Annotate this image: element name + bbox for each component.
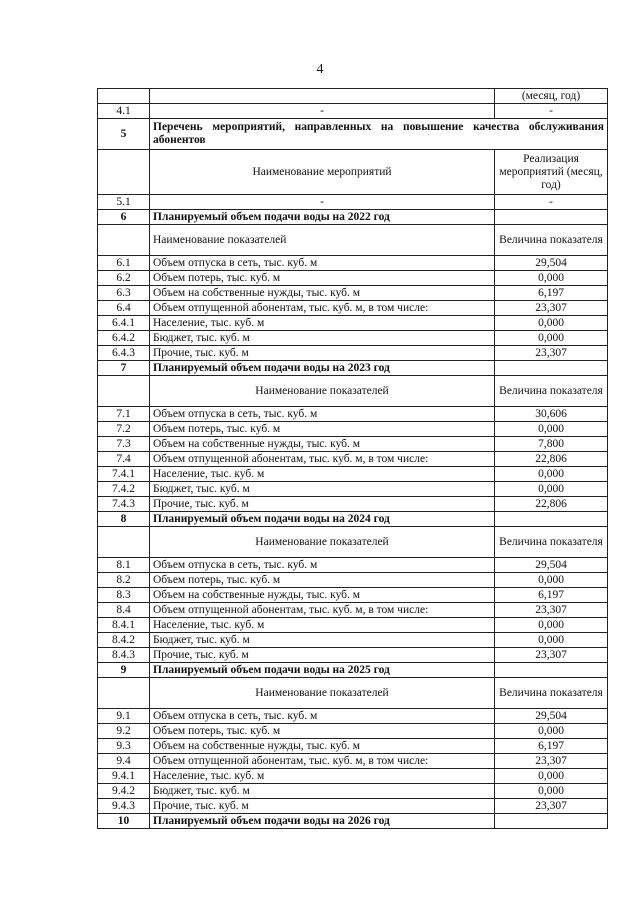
row-number: 7 [98,361,150,376]
row-number [98,678,150,709]
row-number: 7.3 [98,437,150,452]
indicator-name: Прочие, тыс. куб. м [150,497,495,512]
indicator-name: Наименование показателей [150,527,495,558]
row-number: 7.4 [98,452,150,467]
indicator-value: 23,307 [495,346,608,361]
row-number: 4.1 [98,104,150,119]
row-number: 8.4.1 [98,618,150,633]
row-number: 5 [98,119,150,150]
table-row [98,724,608,739]
section-header-row [98,361,608,376]
table-row [98,527,608,558]
row-number [98,527,150,558]
row-number: 7.4.2 [98,482,150,497]
indicator-name: Объем отпущенной абонентам, тыс. куб. м, в том числе: [150,754,495,769]
section-title: Планируемый объем подачи воды на 2024 год [150,512,495,527]
indicator-value: 23,307 [495,754,608,769]
row-number [98,89,150,104]
indicator-value: 6,197 [495,588,608,603]
table-row [98,195,608,210]
table-row [98,422,608,437]
indicator-value: 0,000 [495,769,608,784]
table-row [98,754,608,769]
indicator-value: 0,000 [495,316,608,331]
indicator-name: Объем потерь, тыс. куб. м [150,422,495,437]
table-row [98,739,608,754]
indicator-value: Величина показателя [495,225,608,256]
indicator-value: 22,806 [495,497,608,512]
indicator-name: Прочие, тыс. куб. м [150,799,495,814]
indicator-name: Объем потерь, тыс. куб. м [150,573,495,588]
section-title: Планируемый объем подачи воды на 2025 год [150,663,495,678]
section-title: Планируемый объем подачи воды на 2026 год [150,814,495,829]
table-row [98,603,608,618]
table-row [98,346,608,361]
table-row [98,331,608,346]
indicator-value: - [495,104,608,119]
indicator-value: 0,000 [495,467,608,482]
row-number: 9.4.2 [98,784,150,799]
indicator-name: Объем отпуска в сеть, тыс. куб. м [150,709,495,724]
table-row [98,633,608,648]
row-number [98,225,150,256]
row-number: 6.4 [98,301,150,316]
table-row [98,709,608,724]
empty-cell [495,361,608,376]
row-number: 6.2 [98,271,150,286]
row-number: 8.4.3 [98,648,150,663]
section-header-row [98,814,608,829]
row-number: 9 [98,663,150,678]
indicator-name: Объем отпущенной абонентам, тыс. куб. м, в том числе: [150,452,495,467]
row-number: 6.1 [98,256,150,271]
empty-cell [495,663,608,678]
table-row [98,407,608,422]
table-row [98,618,608,633]
row-number: 6.4.2 [98,331,150,346]
indicator-name: Объем отпуска в сеть, тыс. куб. м [150,558,495,573]
row-number: 9.4 [98,754,150,769]
page-number: 4 [316,62,324,77]
table-row [98,799,608,814]
table-row [98,497,608,512]
table-row [98,784,608,799]
indicator-name: - [150,195,495,210]
indicator-name: Население, тыс. куб. м [150,467,495,482]
indicator-name: Объем потерь, тыс. куб. м [150,271,495,286]
indicator-value: Величина показателя [495,376,608,407]
table-row [98,769,608,784]
row-number: 7.4.1 [98,467,150,482]
indicator-value: 0,000 [495,422,608,437]
row-number: 8.3 [98,588,150,603]
row-number: 7.4.3 [98,497,150,512]
empty-cell [495,210,608,225]
indicator-value: 29,504 [495,709,608,724]
section-header-row [98,512,608,527]
row-number [98,150,150,195]
indicator-value: 23,307 [495,799,608,814]
table-row [98,104,608,119]
indicator-name: Объем на собственные нужды, тыс. куб. м [150,588,495,603]
row-number: 8.4.2 [98,633,150,648]
table-row [98,573,608,588]
table-row [98,301,608,316]
indicator-value: 0,000 [495,573,608,588]
indicator-name: Бюджет, тыс. куб. м [150,331,495,346]
indicator-name: Объем на собственные нужды, тыс. куб. м [150,286,495,301]
indicator-value: 23,307 [495,603,608,618]
section-header-row [98,119,608,150]
indicator-value: Величина показателя [495,678,608,709]
indicator-value: 0,000 [495,331,608,346]
indicator-value: 23,307 [495,648,608,663]
row-number: 9.1 [98,709,150,724]
indicator-name: Население, тыс. куб. м [150,618,495,633]
indicator-value: 0,000 [495,784,608,799]
row-number: 5.1 [98,195,150,210]
row-number: 8.2 [98,573,150,588]
indicator-value: Величина показателя [495,527,608,558]
indicator-name [150,89,495,104]
row-number: 6.3 [98,286,150,301]
indicator-name: Наименование мероприятий [150,150,495,195]
table-row [98,376,608,407]
row-number [98,376,150,407]
table-row [98,648,608,663]
row-number: 6.4.1 [98,316,150,331]
indicator-name: Объем потерь, тыс. куб. м [150,724,495,739]
indicator-value: - [495,195,608,210]
section-header-row [98,663,608,678]
indicator-value: 0,000 [495,724,608,739]
row-number: 8.4 [98,603,150,618]
table-row [98,150,608,195]
section-title: Перечень мероприятий, направленных на повышение качества обслуживания абонентов [150,119,608,150]
row-number: 9.4.3 [98,799,150,814]
row-number: 9.2 [98,724,150,739]
indicator-name: Бюджет, тыс. куб. м [150,482,495,497]
table-row [98,588,608,603]
row-number: 6.4.3 [98,346,150,361]
section-title: Планируемый объем подачи воды на 2022 год [150,210,495,225]
indicator-value: 22,806 [495,452,608,467]
indicator-value: 29,504 [495,558,608,573]
indicator-value: 0,000 [495,633,608,648]
table-row [98,558,608,573]
indicator-value: 6,197 [495,739,608,754]
indicator-name: Бюджет, тыс. куб. м [150,784,495,799]
indicator-value: Реализация мероприятий (месяц, год) [495,150,608,195]
table-row [98,286,608,301]
table-row [98,271,608,286]
table-row [98,316,608,331]
section-header-row [98,210,608,225]
table-row [98,678,608,709]
indicator-value: 7,800 [495,437,608,452]
table-row [98,467,608,482]
indicator-name: Бюджет, тыс. куб. м [150,633,495,648]
table-row [98,452,608,467]
water-supply-table [97,88,608,829]
row-number: 9.3 [98,739,150,754]
indicator-value: (месяц, год) [495,89,608,104]
indicator-name: Наименование показателей [150,678,495,709]
indicator-value: 30,606 [495,407,608,422]
table-row [98,225,608,256]
row-number: 10 [98,814,150,829]
table-row [98,89,608,104]
indicator-value: 0,000 [495,482,608,497]
table-row [98,437,608,452]
indicator-value: 0,000 [495,618,608,633]
empty-cell [495,814,608,829]
indicator-name: Население, тыс. куб. м [150,769,495,784]
row-number: 9.4.1 [98,769,150,784]
table-row [98,482,608,497]
indicator-value: 23,307 [495,301,608,316]
indicator-value: 29,504 [495,256,608,271]
row-number: 6 [98,210,150,225]
indicator-name: - [150,104,495,119]
row-number: 8 [98,512,150,527]
indicator-name: Объем отпущенной абонентам, тыс. куб. м, в том числе: [150,603,495,618]
indicator-name: Прочие, тыс. куб. м [150,648,495,663]
row-number: 7.2 [98,422,150,437]
indicator-name: Объем отпуска в сеть, тыс. куб. м [150,256,495,271]
empty-cell [495,512,608,527]
row-number: 7.1 [98,407,150,422]
indicator-value: 0,000 [495,271,608,286]
indicator-name: Объем отпуска в сеть, тыс. куб. м [150,407,495,422]
indicator-name: Объем отпущенной абонентам, тыс. куб. м, в том числе: [150,301,495,316]
indicator-name: Объем на собственные нужды, тыс. куб. м [150,437,495,452]
indicator-name: Прочие, тыс. куб. м [150,346,495,361]
row-number: 8.1 [98,558,150,573]
indicator-name: Население, тыс. куб. м [150,316,495,331]
indicator-name: Наименование показателей [150,376,495,407]
indicator-value: 6,197 [495,286,608,301]
table-row [98,256,608,271]
section-title: Планируемый объем подачи воды на 2023 год [150,361,495,376]
indicator-name: Объем на собственные нужды, тыс. куб. м [150,739,495,754]
indicator-name: Наименование показателей [150,225,495,256]
